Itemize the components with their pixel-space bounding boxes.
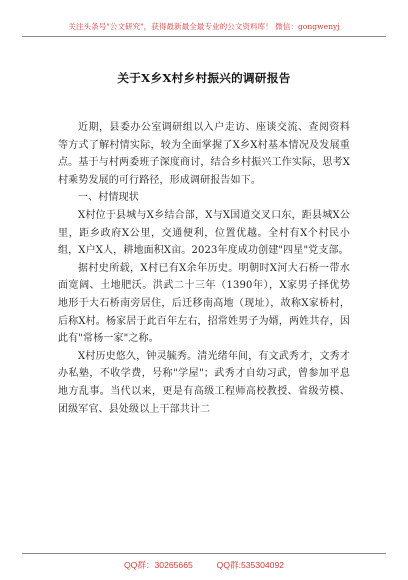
footer-divider — [22, 553, 386, 554]
document-title: 关于X乡X村乡村振兴的调研报告 — [117, 71, 291, 85]
body-paragraph: X村位于县城与X乡结合部，X与X国道交叉口东，距县城X公里，距乡政府X公里，交通便利，位置优越。全村有X个村民小组，X户X人，耕地面积X亩。2023年度成功创建"四星"党支部。 — [58, 209, 350, 257]
body-paragraph: 近期，县委办公室调研组以入户走访、座谈交流、查阅资料等方式了解村情实际，较为全面掌握了X乡X村基本情况及发展重点。基于与村两委班子深度商讨，结合乡村振兴工作实际，思考X村乘势发展的可行路径，形成调研报告如下。 — [58, 122, 350, 186]
header-divider — [22, 36, 386, 37]
footer-qq-groups: QQ群：30265665 QQ群:535304092 — [123, 560, 285, 570]
document-body — [58, 119, 350, 418]
header-banner: 关注头条号"公文研究"，获得最新最全最专业的公文资料库！ 微信：gongwenyj — [68, 22, 340, 31]
section-heading: 一、村情现状 — [78, 192, 139, 204]
body-paragraph: 据村史所载，X村已有X余年历史。明朝时X河大石桥一带水面宽阔、土地肥沃。洪武二十三年（1390年），X家男子择优势地形于大石桥南旁居住，后迁移南高地（现址），故称X家桥村，后称X村。杨家居于此百年左右，招常姓男子为婿，两姓共存，因此有"常杨一家"之称。 — [58, 262, 350, 345]
body-paragraph: X村历史悠久，钟灵毓秀。清光绪年间，有文武秀才，文秀才办私塾，不收学费，号称"学屋"；武秀才自幼习武，曾参加平息地方乱事。当代以来，更是有高级工程师高校教授、省级劳模、团级军官、县处级以上干部共计二 — [58, 350, 350, 415]
